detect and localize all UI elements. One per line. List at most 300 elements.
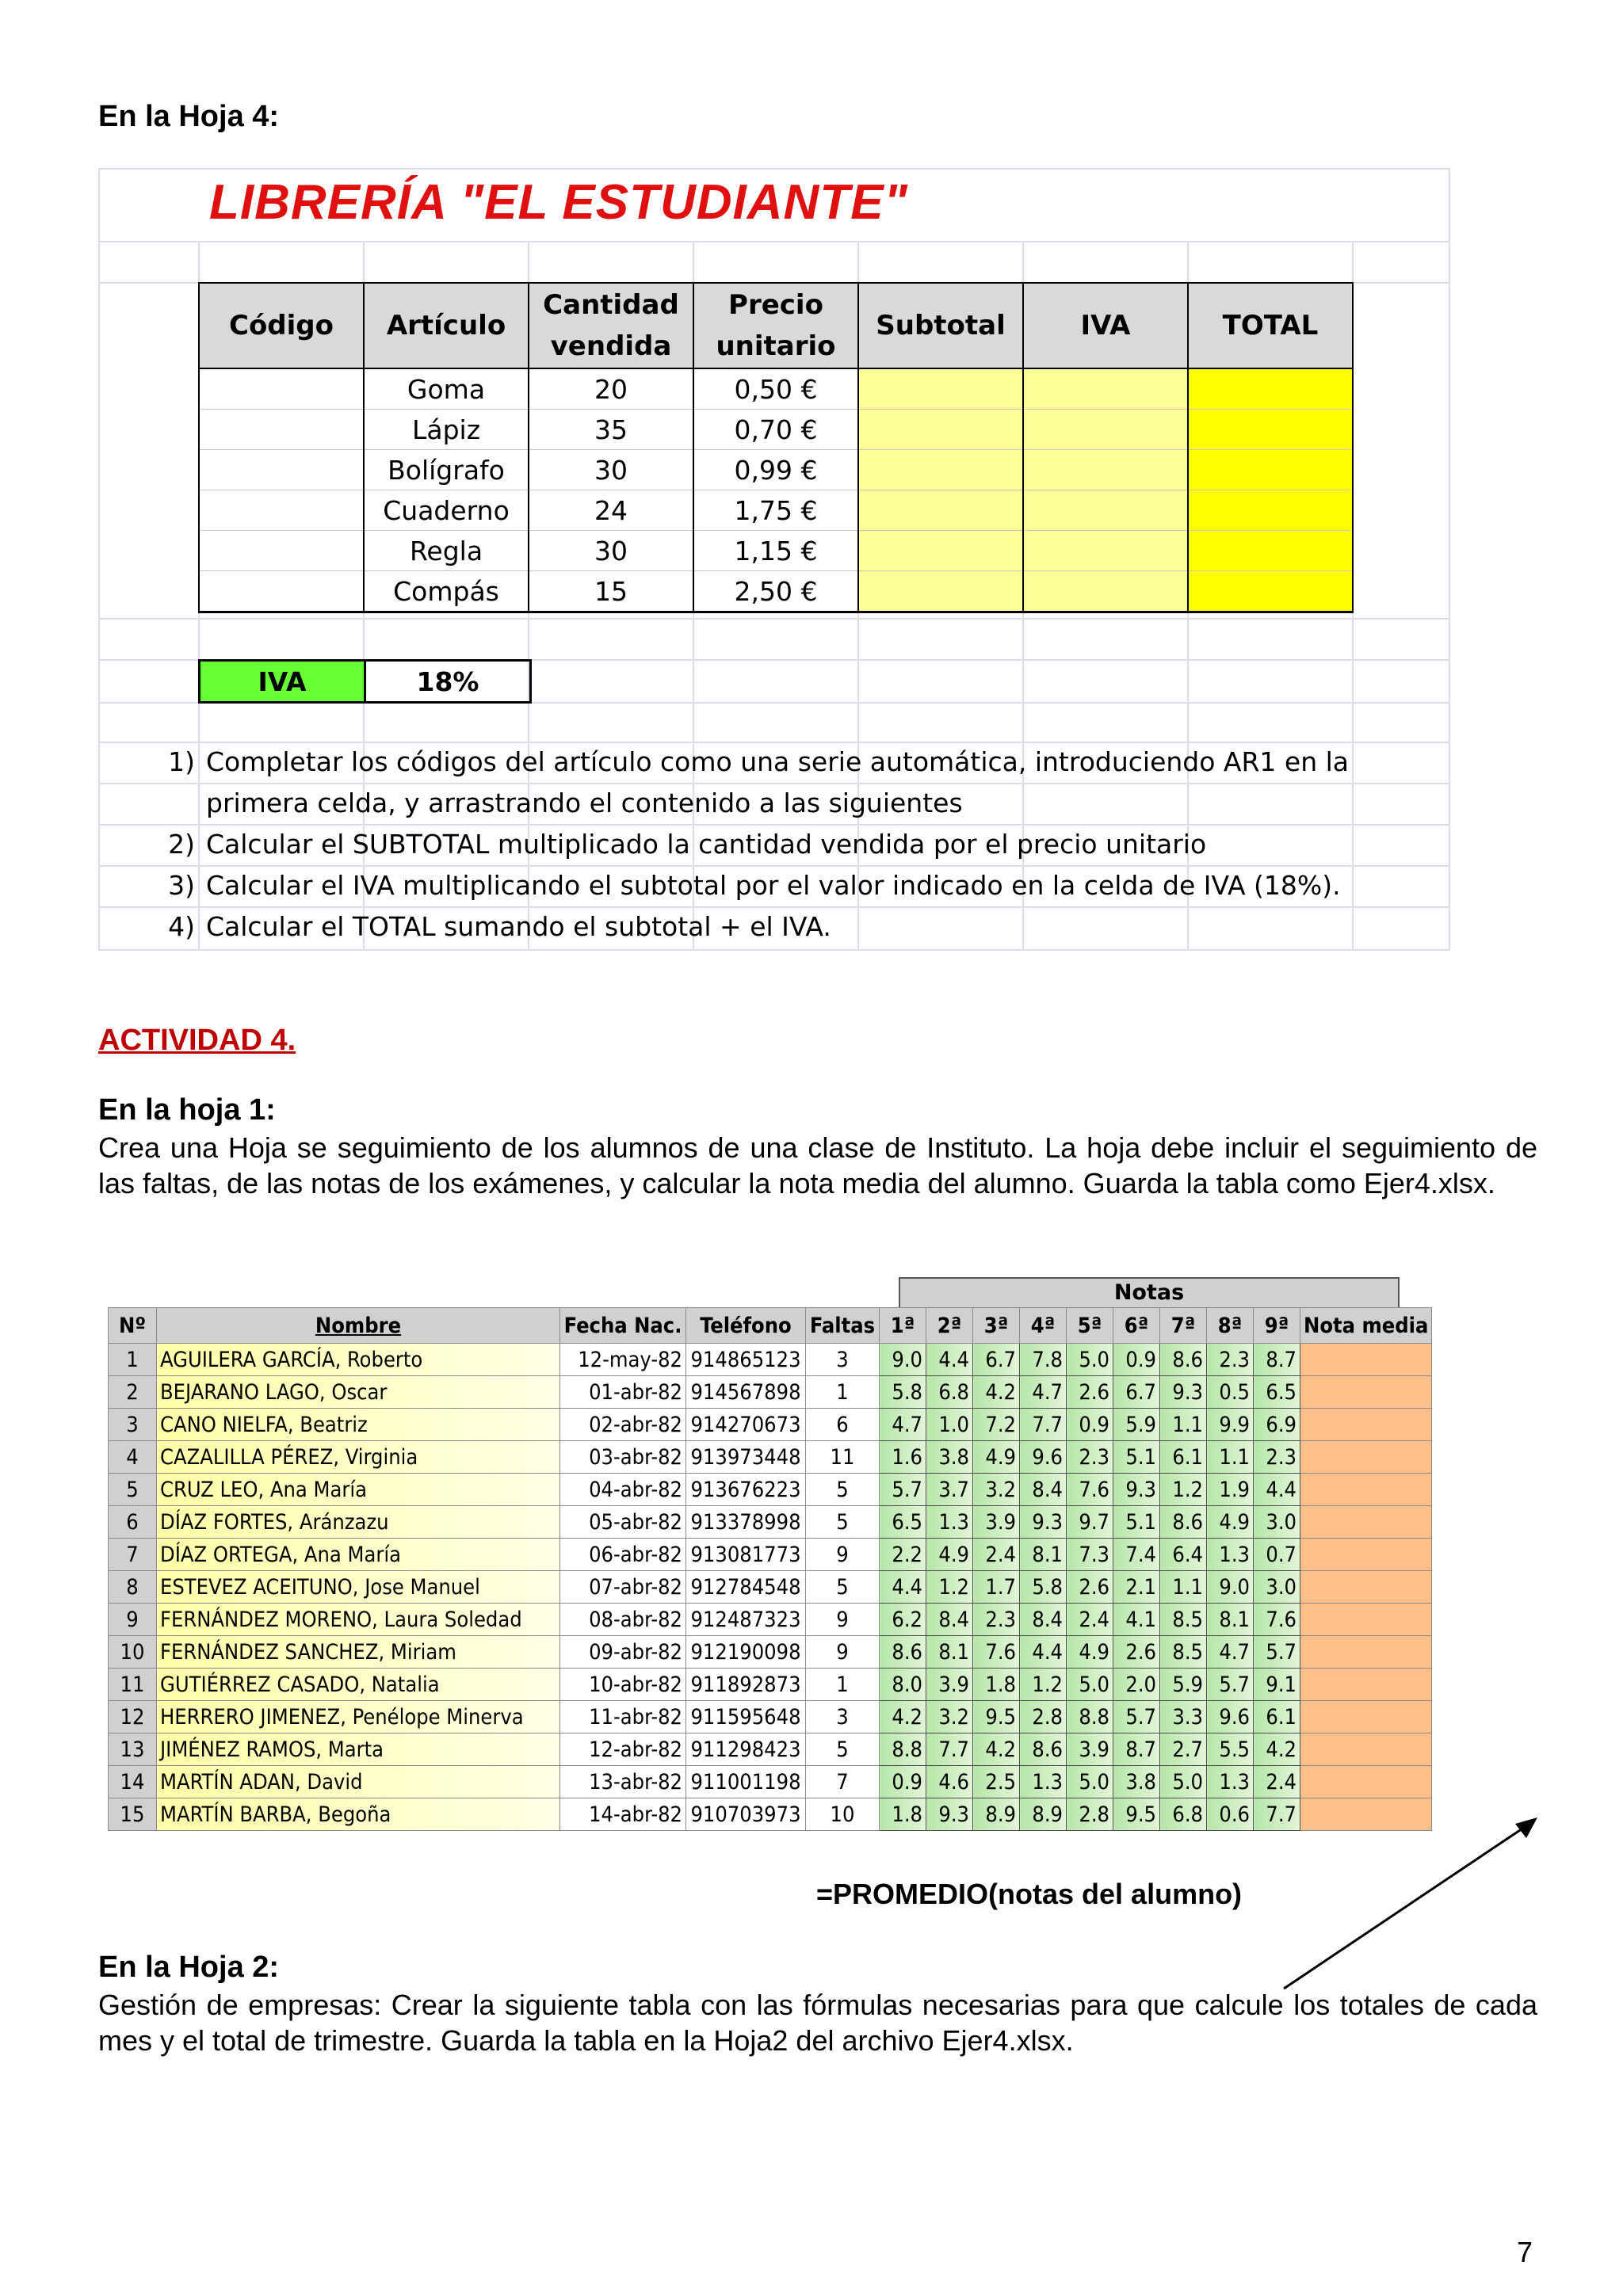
cantidad-cell: 35 <box>529 410 693 450</box>
grade-cell: 3.0 <box>1254 1571 1300 1604</box>
header-cantidad: Cantidad vendida <box>529 283 693 368</box>
grade-cell: 2.2 <box>880 1539 926 1571</box>
birth-date-cell: 08-abr-82 <box>560 1604 686 1636</box>
column-header: 2ª <box>926 1308 973 1344</box>
grade-cell: 6.7 <box>1113 1376 1160 1409</box>
grade-cell: 5.0 <box>1067 1344 1113 1376</box>
nota-media-cell[interactable] <box>1300 1636 1432 1669</box>
table-row <box>109 1733 1432 1766</box>
absences-cell: 5 <box>806 1733 880 1766</box>
row-number-cell: 12 <box>109 1701 157 1733</box>
absences-cell: 9 <box>806 1636 880 1669</box>
subtotal-cell[interactable] <box>858 410 1023 450</box>
codigo-cell[interactable] <box>199 410 364 450</box>
birth-date-cell: 10-abr-82 <box>560 1669 686 1701</box>
nota-media-cell[interactable] <box>1300 1506 1432 1539</box>
column-header: Nombre <box>157 1308 560 1344</box>
precio-cell: 0,99 € <box>693 450 858 490</box>
grade-cell: 3.9 <box>1067 1733 1113 1766</box>
grade-cell: 1.6 <box>880 1441 926 1474</box>
grade-cell: 5.5 <box>1207 1733 1254 1766</box>
grade-cell: 8.4 <box>926 1604 973 1636</box>
grade-cell: 8.4 <box>1020 1474 1067 1506</box>
instruction-4: 4) Calcular el TOTAL sumando el subtotal + el IVA. <box>168 911 831 942</box>
student-name-cell: MARTÍN ADAN, David <box>157 1766 560 1798</box>
grade-cell: 8.6 <box>1160 1506 1207 1539</box>
iva-cell[interactable] <box>1023 450 1188 490</box>
student-name-cell: ESTEVEZ ACEITUNO, Jose Manuel <box>157 1571 560 1604</box>
phone-cell: 913081773 <box>686 1539 806 1571</box>
grade-cell: 2.3 <box>1207 1344 1254 1376</box>
student-name-cell: BEJARANO LAGO, Oscar <box>157 1376 560 1409</box>
phone-cell: 914865123 <box>686 1344 806 1376</box>
birth-date-cell: 01-abr-82 <box>560 1376 686 1409</box>
table-row <box>109 1636 1432 1669</box>
subtotal-cell[interactable] <box>858 531 1023 571</box>
grade-cell: 2.5 <box>973 1766 1020 1798</box>
iva-cell[interactable] <box>1023 571 1188 612</box>
grade-cell: 5.0 <box>1067 1669 1113 1701</box>
cantidad-cell: 15 <box>529 571 693 612</box>
total-cell[interactable] <box>1188 410 1353 450</box>
grade-cell: 8.7 <box>1254 1344 1300 1376</box>
nota-media-cell[interactable] <box>1300 1539 1432 1571</box>
column-header: 9ª <box>1254 1308 1300 1344</box>
precio-cell: 2,50 € <box>693 571 858 612</box>
notas-group-header: Notas <box>899 1277 1400 1309</box>
arrow-icon <box>1276 1806 1561 1997</box>
column-header: 5ª <box>1067 1308 1113 1344</box>
table-row <box>109 1441 1432 1474</box>
absences-cell: 9 <box>806 1539 880 1571</box>
grade-cell: 1.3 <box>926 1506 973 1539</box>
phone-cell: 911595648 <box>686 1701 806 1733</box>
row-number-cell: 6 <box>109 1506 157 1539</box>
grade-cell: 9.6 <box>1207 1701 1254 1733</box>
iva-rate-value[interactable]: 18% <box>365 661 531 703</box>
row-number-cell: 2 <box>109 1376 157 1409</box>
subtotal-cell[interactable] <box>858 490 1023 531</box>
precio-cell: 1,75 € <box>693 490 858 531</box>
grade-cell: 3.2 <box>926 1701 973 1733</box>
grade-cell: 4.6 <box>926 1766 973 1798</box>
grade-cell: 2.3 <box>973 1604 1020 1636</box>
table-row <box>199 368 1353 410</box>
hoja1-heading: En la hoja 1: <box>98 1093 276 1127</box>
absences-cell: 9 <box>806 1604 880 1636</box>
grade-cell: 5.0 <box>1067 1766 1113 1798</box>
grade-cell: 4.7 <box>1020 1376 1067 1409</box>
grade-cell: 8.1 <box>926 1636 973 1669</box>
birth-date-cell: 14-abr-82 <box>560 1798 686 1831</box>
articulo-cell: Regla <box>364 531 529 571</box>
grade-cell: 9.3 <box>926 1798 973 1831</box>
row-number-cell: 11 <box>109 1669 157 1701</box>
grade-cell: 8.6 <box>1020 1733 1067 1766</box>
column-header: Nº <box>109 1308 157 1344</box>
table-row <box>109 1798 1432 1831</box>
instruction-1: 1) Completar los códigos del artículo como una serie automática, introduciendo AR1 en la <box>168 746 1350 777</box>
grade-cell: 1.8 <box>973 1669 1020 1701</box>
grade-cell: 5.7 <box>880 1474 926 1506</box>
grade-cell: 1.2 <box>1020 1669 1067 1701</box>
iva-cell[interactable] <box>1023 410 1188 450</box>
codigo-cell[interactable] <box>199 490 364 531</box>
grade-cell: 2.4 <box>1254 1766 1300 1798</box>
grade-cell: 2.3 <box>1254 1441 1300 1474</box>
birth-date-cell: 12-may-82 <box>560 1344 686 1376</box>
grade-cell: 6.5 <box>1254 1376 1300 1409</box>
row-number-cell: 7 <box>109 1539 157 1571</box>
header-row <box>109 1308 1432 1344</box>
articulo-cell: Goma <box>364 368 529 410</box>
grade-cell: 6.1 <box>1160 1441 1207 1474</box>
grade-cell: 6.8 <box>1160 1798 1207 1831</box>
absences-cell: 5 <box>806 1506 880 1539</box>
header-precio: Precio unitario <box>693 283 858 368</box>
instruction-3: 3) Calcular el IVA multiplicando el subtotal por el valor indicado en la celda de IVA (18%). <box>168 870 1341 901</box>
precio-cell: 0,50 € <box>693 368 858 410</box>
activity-title: ACTIVIDAD 4. <box>98 1024 296 1057</box>
row-number-cell: 15 <box>109 1798 157 1831</box>
grade-cell: 2.4 <box>973 1539 1020 1571</box>
grade-cell: 4.9 <box>1207 1506 1254 1539</box>
grade-cell: 5.1 <box>1113 1441 1160 1474</box>
absences-cell: 11 <box>806 1441 880 1474</box>
nota-media-cell[interactable] <box>1300 1701 1432 1733</box>
header-subtotal: Subtotal <box>858 283 1023 368</box>
student-name-cell: FERNÁNDEZ MORENO, Laura Soledad <box>157 1604 560 1636</box>
table-row <box>109 1571 1432 1604</box>
grade-cell: 9.0 <box>880 1344 926 1376</box>
grade-cell: 4.4 <box>926 1344 973 1376</box>
subtotal-cell[interactable] <box>858 450 1023 490</box>
row-number-cell: 4 <box>109 1441 157 1474</box>
grade-cell: 8.6 <box>1160 1344 1207 1376</box>
codigo-cell[interactable] <box>199 531 364 571</box>
articulo-cell: Lápiz <box>364 410 529 450</box>
hoja2-text: Gestión de empresas: Crear la siguiente tabla con las fórmulas necesarias para que calcule los totales de cada mes y el total de trimestre. Guarda la tabla en la Hoja2 del archivo Ejer4.xlsx. <box>98 1989 1537 2057</box>
grade-cell: 8.8 <box>1067 1701 1113 1733</box>
grade-cell: 2.8 <box>1067 1798 1113 1831</box>
student-name-cell: FERNÁNDEZ SANCHEZ, Miriam <box>157 1636 560 1669</box>
grade-cell: 8.1 <box>1020 1539 1067 1571</box>
grade-cell: 9.7 <box>1067 1506 1113 1539</box>
nota-media-cell[interactable] <box>1300 1571 1432 1604</box>
grade-cell: 7.2 <box>973 1409 1020 1441</box>
grade-cell: 5.7 <box>1113 1701 1160 1733</box>
student-name-cell: JIMÉNEZ RAMOS, Marta <box>157 1733 560 1766</box>
precio-cell: 1,15 € <box>693 531 858 571</box>
instruction-2: 2) Calcular el SUBTOTAL multiplicado la cantidad vendida por el precio unitario <box>168 829 1207 860</box>
grade-cell: 7.4 <box>1113 1539 1160 1571</box>
phone-cell: 911298423 <box>686 1733 806 1766</box>
grade-cell: 2.6 <box>1067 1571 1113 1604</box>
instruction-1b: primera celda, y arrastrando el contenido a las siguientes <box>206 788 963 818</box>
absences-cell: 5 <box>806 1571 880 1604</box>
grade-cell: 4.2 <box>880 1701 926 1733</box>
row-number-cell: 14 <box>109 1766 157 1798</box>
nota-media-cell[interactable] <box>1300 1474 1432 1506</box>
grade-cell: 1.3 <box>1207 1766 1254 1798</box>
grade-cell: 5.0 <box>1160 1766 1207 1798</box>
product-table <box>198 282 1354 613</box>
libreria-title: LIBRERÍA "EL ESTUDIANTE" <box>209 175 908 230</box>
grade-cell: 8.7 <box>1113 1733 1160 1766</box>
hoja2-heading: En la Hoja 2: <box>98 1951 280 1984</box>
birth-date-cell: 09-abr-82 <box>560 1636 686 1669</box>
grade-cell: 6.5 <box>880 1506 926 1539</box>
nota-media-cell[interactable] <box>1300 1669 1432 1701</box>
student-name-cell: HERRERO JIMENEZ, Penélope Minerva <box>157 1701 560 1733</box>
libreria-spreadsheet <box>98 168 1450 951</box>
student-name-cell: DÍAZ ORTEGA, Ana María <box>157 1539 560 1571</box>
precio-cell: 0,70 € <box>693 410 858 450</box>
phone-cell: 913676223 <box>686 1474 806 1506</box>
birth-date-cell: 03-abr-82 <box>560 1441 686 1474</box>
grade-cell: 1.1 <box>1207 1441 1254 1474</box>
grade-cell: 5.8 <box>880 1376 926 1409</box>
header-total: TOTAL <box>1188 283 1353 368</box>
nota-media-cell[interactable] <box>1300 1733 1432 1766</box>
grade-cell: 7.6 <box>1067 1474 1113 1506</box>
absences-cell: 6 <box>806 1409 880 1441</box>
absences-cell: 1 <box>806 1376 880 1409</box>
grade-cell: 5.7 <box>1254 1636 1300 1669</box>
student-name-cell: DÍAZ FORTES, Aránzazu <box>157 1506 560 1539</box>
nota-media-cell[interactable] <box>1300 1604 1432 1636</box>
nota-media-cell[interactable] <box>1300 1344 1432 1376</box>
student-name-cell: CANO NIELFA, Beatriz <box>157 1409 560 1441</box>
grade-cell: 4.4 <box>1020 1636 1067 1669</box>
grade-cell: 2.1 <box>1113 1571 1160 1604</box>
grade-cell: 4.7 <box>880 1409 926 1441</box>
phone-cell: 913973448 <box>686 1441 806 1474</box>
articulo-cell: Bolígrafo <box>364 450 529 490</box>
cantidad-cell: 30 <box>529 450 693 490</box>
grade-cell: 3.8 <box>926 1441 973 1474</box>
iva-cell[interactable] <box>1023 368 1188 410</box>
column-header: Fecha Nac. <box>560 1308 686 1344</box>
grade-cell: 1.3 <box>1207 1539 1254 1571</box>
student-name-cell: CRUZ LEO, Ana María <box>157 1474 560 1506</box>
alumnos-table <box>108 1307 1432 1831</box>
total-cell[interactable] <box>1188 531 1353 571</box>
grade-cell: 3.9 <box>973 1506 1020 1539</box>
phone-cell: 912487323 <box>686 1604 806 1636</box>
grade-cell: 4.4 <box>880 1571 926 1604</box>
phone-cell: 914567898 <box>686 1376 806 1409</box>
grade-cell: 9.9 <box>1207 1409 1254 1441</box>
birth-date-cell: 04-abr-82 <box>560 1474 686 1506</box>
grade-cell: 9.1 <box>1254 1669 1300 1701</box>
cantidad-cell: 20 <box>529 368 693 410</box>
grade-cell: 0.9 <box>880 1766 926 1798</box>
absences-cell: 3 <box>806 1701 880 1733</box>
grade-cell: 1.0 <box>926 1409 973 1441</box>
student-name-cell: AGUILERA GARCÍA, Roberto <box>157 1344 560 1376</box>
absences-cell: 7 <box>806 1766 880 1798</box>
table-row <box>109 1539 1432 1571</box>
table-row <box>109 1474 1432 1506</box>
grade-cell: 0.9 <box>1067 1409 1113 1441</box>
grade-cell: 1.2 <box>926 1571 973 1604</box>
grade-cell: 4.9 <box>1067 1636 1113 1669</box>
grade-cell: 1.7 <box>973 1571 1020 1604</box>
grade-cell: 9.3 <box>1160 1376 1207 1409</box>
iva-rate-label: IVA <box>200 661 365 703</box>
header-codigo: Código <box>199 283 364 368</box>
table-row <box>199 450 1353 490</box>
grade-cell: 8.6 <box>880 1636 926 1669</box>
table-row <box>109 1669 1432 1701</box>
grade-cell: 4.4 <box>1254 1474 1300 1506</box>
hoja1-text: Crea una Hoja se seguimiento de los alumnos de una clase de Instituto. La hoja debe incluir el seguimiento de las faltas, de las notas de los exámenes, y calcular la nota media del alumno. Guarda la tabla como Ejer4.xlsx. <box>98 1131 1537 1199</box>
grade-cell: 2.7 <box>1160 1733 1207 1766</box>
grade-cell: 8.9 <box>1020 1798 1067 1831</box>
iva-cell[interactable] <box>1023 490 1188 531</box>
grade-cell: 5.1 <box>1113 1506 1160 1539</box>
column-header: Nota media <box>1300 1308 1432 1344</box>
grade-cell: 1.9 <box>1207 1474 1254 1506</box>
grade-cell: 6.4 <box>1160 1539 1207 1571</box>
grade-cell: 3.2 <box>973 1474 1020 1506</box>
table-row <box>109 1376 1432 1409</box>
table-row <box>109 1701 1432 1733</box>
grade-cell: 9.5 <box>1113 1798 1160 1831</box>
total-cell[interactable] <box>1188 490 1353 531</box>
grade-cell: 8.8 <box>880 1733 926 1766</box>
grade-cell: 4.1 <box>1113 1604 1160 1636</box>
grade-cell: 0.7 <box>1254 1539 1300 1571</box>
section-heading-hoja4: En la Hoja 4: <box>98 100 280 133</box>
grade-cell: 6.1 <box>1254 1701 1300 1733</box>
header-articulo: Artículo <box>364 283 529 368</box>
grade-cell: 7.3 <box>1067 1539 1113 1571</box>
student-name-cell: CAZALILLA PÉREZ, Virginia <box>157 1441 560 1474</box>
grade-cell: 4.2 <box>1254 1733 1300 1766</box>
grade-cell: 6.8 <box>926 1376 973 1409</box>
grade-cell: 8.5 <box>1160 1636 1207 1669</box>
grade-cell: 4.9 <box>926 1539 973 1571</box>
absences-cell: 1 <box>806 1669 880 1701</box>
birth-date-cell: 13-abr-82 <box>560 1766 686 1798</box>
grade-cell: 0.5 <box>1207 1376 1254 1409</box>
grade-cell: 0.9 <box>1113 1344 1160 1376</box>
subtotal-cell[interactable] <box>858 368 1023 410</box>
grade-cell: 3.8 <box>1113 1766 1160 1798</box>
student-name-cell: GUTIÉRREZ CASADO, Natalia <box>157 1669 560 1701</box>
column-header: Faltas <box>806 1308 880 1344</box>
page-number: 7 <box>1517 2236 1533 2268</box>
nota-media-cell[interactable] <box>1300 1376 1432 1409</box>
birth-date-cell: 07-abr-82 <box>560 1571 686 1604</box>
phone-cell: 912190098 <box>686 1636 806 1669</box>
grade-cell: 5.9 <box>1113 1409 1160 1441</box>
row-number-cell: 10 <box>109 1636 157 1669</box>
birth-date-cell: 05-abr-82 <box>560 1506 686 1539</box>
grade-cell: 2.8 <box>1020 1701 1067 1733</box>
grade-cell: 2.3 <box>1067 1441 1113 1474</box>
grade-cell: 8.4 <box>1020 1604 1067 1636</box>
grade-cell: 3.3 <box>1160 1701 1207 1733</box>
phone-cell: 911001198 <box>686 1766 806 1798</box>
table-row <box>109 1409 1432 1441</box>
table-row <box>109 1766 1432 1798</box>
iva-cell[interactable] <box>1023 531 1188 571</box>
grade-cell: 3.0 <box>1254 1506 1300 1539</box>
grade-cell: 4.9 <box>973 1441 1020 1474</box>
nota-media-cell[interactable] <box>1300 1441 1432 1474</box>
grade-cell: 0.6 <box>1207 1798 1254 1831</box>
articulo-cell: Cuaderno <box>364 490 529 531</box>
birth-date-cell: 12-abr-82 <box>560 1733 686 1766</box>
column-header: 4ª <box>1020 1308 1067 1344</box>
table-row <box>199 410 1353 450</box>
grade-cell: 6.7 <box>973 1344 1020 1376</box>
grade-cell: 9.6 <box>1020 1441 1067 1474</box>
student-name-cell: MARTÍN BARBA, Begoña <box>157 1798 560 1831</box>
grade-cell: 7.8 <box>1020 1344 1067 1376</box>
grade-cell: 7.7 <box>1254 1798 1300 1831</box>
cantidad-cell: 24 <box>529 490 693 531</box>
absences-cell: 5 <box>806 1474 880 1506</box>
row-number-cell: 1 <box>109 1344 157 1376</box>
row-number-cell: 5 <box>109 1474 157 1506</box>
total-cell[interactable] <box>1188 450 1353 490</box>
column-header: 8ª <box>1207 1308 1254 1344</box>
grade-cell: 6.2 <box>880 1604 926 1636</box>
grade-cell: 5.9 <box>1160 1669 1207 1701</box>
codigo-cell[interactable] <box>199 368 364 410</box>
alumnos-spreadsheet <box>103 1268 1529 1846</box>
grade-cell: 8.0 <box>880 1669 926 1701</box>
table-row <box>109 1604 1432 1636</box>
total-cell[interactable] <box>1188 571 1353 612</box>
grade-cell: 3.7 <box>926 1474 973 1506</box>
grade-cell: 4.2 <box>973 1733 1020 1766</box>
row-number-cell: 9 <box>109 1604 157 1636</box>
grade-cell: 1.2 <box>1160 1474 1207 1506</box>
grade-cell: 9.5 <box>973 1701 1020 1733</box>
row-number-cell: 8 <box>109 1571 157 1604</box>
table-row <box>199 531 1353 571</box>
codigo-cell[interactable] <box>199 450 364 490</box>
grade-cell: 4.7 <box>1207 1636 1254 1669</box>
grade-cell: 1.1 <box>1160 1409 1207 1441</box>
column-header: 1ª <box>880 1308 926 1344</box>
grade-cell: 2.4 <box>1067 1604 1113 1636</box>
codigo-cell[interactable] <box>199 571 364 612</box>
table-row <box>109 1506 1432 1539</box>
formula-note: =PROMEDIO(notas del alumno) <box>816 1878 1243 1910</box>
nota-media-cell[interactable] <box>1300 1766 1432 1798</box>
phone-cell: 912784548 <box>686 1571 806 1604</box>
subtotal-cell[interactable] <box>858 571 1023 612</box>
cantidad-cell: 30 <box>529 531 693 571</box>
grade-cell: 5.7 <box>1207 1669 1254 1701</box>
nota-media-cell[interactable] <box>1300 1409 1432 1441</box>
articulo-cell: Compás <box>364 571 529 612</box>
grade-cell: 8.5 <box>1160 1604 1207 1636</box>
grade-cell: 9.3 <box>1113 1474 1160 1506</box>
column-header: Teléfono <box>686 1308 806 1344</box>
grade-cell: 6.9 <box>1254 1409 1300 1441</box>
total-cell[interactable] <box>1188 368 1353 410</box>
grade-cell: 7.7 <box>926 1733 973 1766</box>
grade-cell: 3.9 <box>926 1669 973 1701</box>
grade-cell: 1.1 <box>1160 1571 1207 1604</box>
